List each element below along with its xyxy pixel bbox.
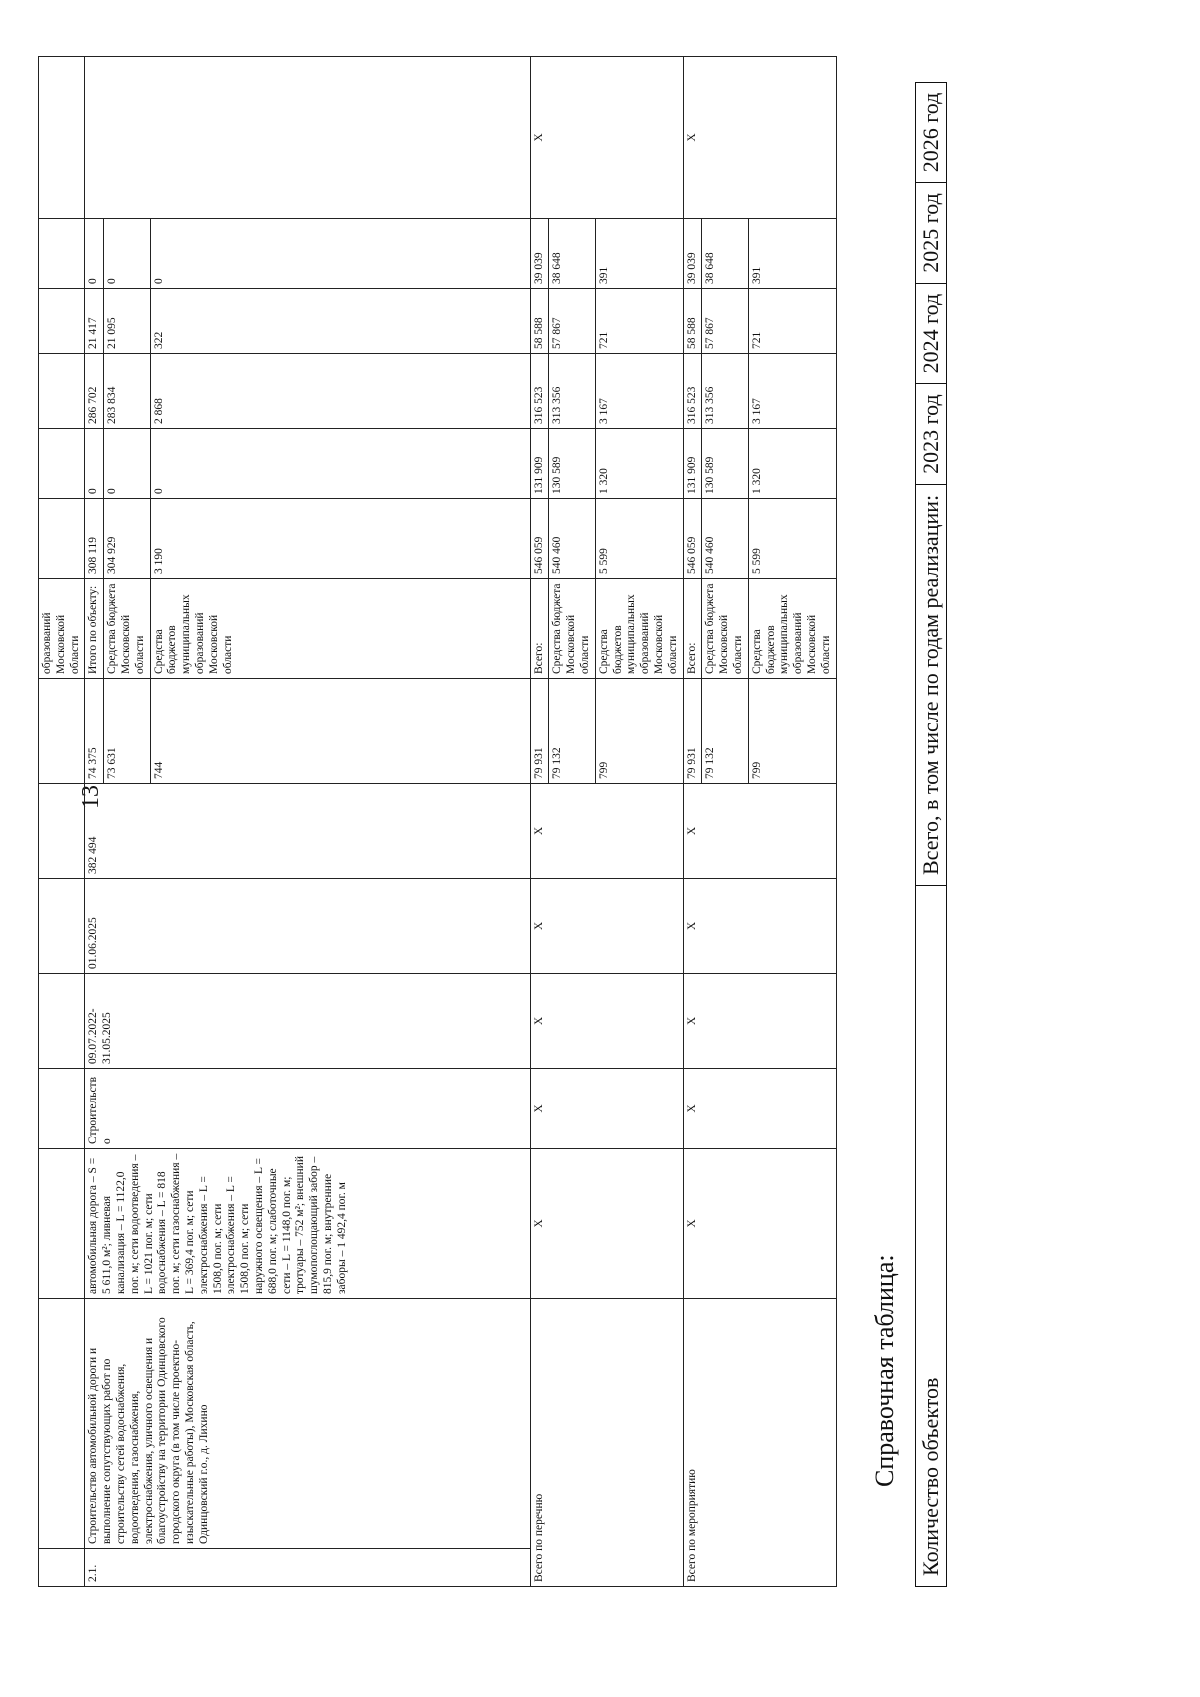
prev-funded: 73 631 [104, 679, 150, 784]
work-period: 09.07.2022- 31.05.2025 [85, 974, 530, 1069]
list-total-label: Всего по перечню [530, 1299, 683, 1587]
object-number: 2.1. [85, 1549, 530, 1587]
cell-2024: 283 834 [104, 354, 150, 429]
continuation-row [39, 57, 85, 1587]
cell-2023: 131 909 [683, 429, 702, 499]
source-label: Итого по объекту: [85, 579, 104, 679]
object-cost: 382 494 [85, 784, 530, 879]
cell-2026: 0 [85, 219, 104, 289]
cell-2023: 0 [150, 429, 530, 499]
work-type: Строительство [85, 1069, 530, 1149]
object-table [38, 56, 837, 1587]
x-mark: X [530, 57, 683, 219]
cell-2026: 391 [748, 219, 836, 289]
reference-total-header: Всего, в том числе по годам реализации: [916, 484, 947, 885]
reference-header-row [916, 82, 947, 1586]
cell-2024: 313 356 [702, 354, 748, 429]
prev-funded: 79 132 [549, 679, 595, 784]
reference-title: Справочная таблица: [870, 1254, 899, 1487]
cell-total: 546 059 [683, 499, 702, 579]
cell-2023: 1 320 [595, 429, 683, 499]
cell-total: 540 460 [702, 499, 748, 579]
x-mark: X [683, 784, 836, 879]
page-number: 13 [78, 785, 104, 809]
reference-year: 2025 год [916, 183, 947, 284]
cell-2025: 58 588 [530, 289, 549, 354]
cell-total: 304 929 [104, 499, 150, 579]
cell-total: 540 460 [549, 499, 595, 579]
source-label: Средства бюджетов муниципальных образований Московской области [748, 579, 836, 679]
cell-total: 308 119 [85, 499, 104, 579]
cell-2026: 39 039 [683, 219, 702, 289]
cell-2024: 2 868 [150, 354, 530, 429]
cell-2026: 391 [595, 219, 683, 289]
source-label: Всего: [530, 579, 549, 679]
cell-2023: 0 [104, 429, 150, 499]
prev-funded: 74 375 [85, 679, 104, 784]
cell-2025: 721 [748, 289, 836, 354]
cell-2025: 57 867 [549, 289, 595, 354]
x-mark: X [683, 974, 836, 1069]
cell-2024: 313 356 [549, 354, 595, 429]
x-mark: X [683, 57, 836, 219]
cell-2023: 130 589 [702, 429, 748, 499]
cell-2025: 21 095 [104, 289, 150, 354]
x-mark: X [530, 784, 683, 879]
cell-2024: 316 523 [530, 354, 549, 429]
source-label: Средства бюджетов муниципальных образований Московской области [150, 579, 530, 679]
object-name: Строительство автомобильной дороги и выполнение сопутствующих работ по строительству сетей водоснабжения, водоотведения, газоснабжения, электроснабжения, уличного освещения и благоустройству на территории Одинцовского городского округа (в том числе проектно-изыскательные работы), Московская область, Одинцовский г.о., д. Лихино [85, 1299, 530, 1549]
x-mark: X [530, 1069, 683, 1149]
cell-total: 5 599 [748, 499, 836, 579]
prev-funded: 79 132 [702, 679, 748, 784]
source-label: Средства бюджета Московской области [702, 579, 748, 679]
open-date: 01.06.2025 [85, 879, 530, 974]
cell-2023: 0 [85, 429, 104, 499]
source-label: Всего: [683, 579, 702, 679]
source-label: Средства бюджета Московской области [104, 579, 150, 679]
cell-total: 546 059 [530, 499, 549, 579]
list-total-row [530, 57, 549, 1587]
reference-year: 2023 год [916, 384, 947, 485]
reference-year: 2026 год [916, 82, 947, 183]
cell-total: 3 190 [150, 499, 530, 579]
reference-table [915, 82, 947, 1587]
object-capacity: автомобильная дорога – S = 5 611,0 м²; ливневая канализация – L = 1122,0 пог. м; сети водоотведения – L = 1021 пог. м; сети водоснабжения – L = 818 пог. м; сети газоснабжения – L = 369,4 пог. м; сети электроснабжения – L = 1508,0 пог. м; сети электроснабжения – L = 1508,0 пог. м; сети наружного освещения – L = 688,0 пог. м; слаботочные сети – L = 1148,0 пог. м; тротуары – 752 м²; внешний шумопоглощающий забор – 815,9 пог. м; внутренние заборы – 1 492,4 пог. м [85, 1149, 530, 1299]
cell-2025: 21 417 [85, 289, 104, 354]
prev-funded: 799 [748, 679, 836, 784]
continuation-label: образований Московской области [39, 579, 85, 679]
measure-total-row [683, 57, 702, 1587]
source-label: Средства бюджета Московской области [549, 579, 595, 679]
cell-2024: 286 702 [85, 354, 104, 429]
cell-2024: 3 167 [595, 354, 683, 429]
cell-2026: 38 648 [702, 219, 748, 289]
cell-2025: 322 [150, 289, 530, 354]
cell-2025: 721 [595, 289, 683, 354]
cell-2025: 57 867 [702, 289, 748, 354]
cell-2024: 3 167 [748, 354, 836, 429]
x-mark: X [530, 1149, 683, 1299]
cell-2026: 39 039 [530, 219, 549, 289]
prev-funded: 79 931 [683, 679, 702, 784]
prev-funded: 744 [150, 679, 530, 784]
prev-funded: 79 931 [530, 679, 549, 784]
cell-2026: 0 [150, 219, 530, 289]
cell-2023: 1 320 [748, 429, 836, 499]
cell-2023: 131 909 [530, 429, 549, 499]
cell-2023: 130 589 [549, 429, 595, 499]
source-label: Средства бюджетов муниципальных образований Московской области [595, 579, 683, 679]
cell-2025: 58 588 [683, 289, 702, 354]
cell-total: 5 599 [595, 499, 683, 579]
measure-total-label: Всего по мероприятию [683, 1299, 836, 1587]
x-mark: X [683, 1149, 836, 1299]
reference-objects-header: Количество объектов [916, 886, 947, 1587]
reference-year: 2024 год [916, 283, 947, 384]
cell-2026: 38 648 [549, 219, 595, 289]
cell-2024: 316 523 [683, 354, 702, 429]
x-mark: X [683, 1069, 836, 1149]
x-mark: X [530, 974, 683, 1069]
cell-2026: 0 [104, 219, 150, 289]
x-mark: X [530, 879, 683, 974]
empty-responsible [85, 57, 530, 219]
prev-funded: 799 [595, 679, 683, 784]
object-row-total [85, 57, 104, 1587]
x-mark: X [683, 879, 836, 974]
